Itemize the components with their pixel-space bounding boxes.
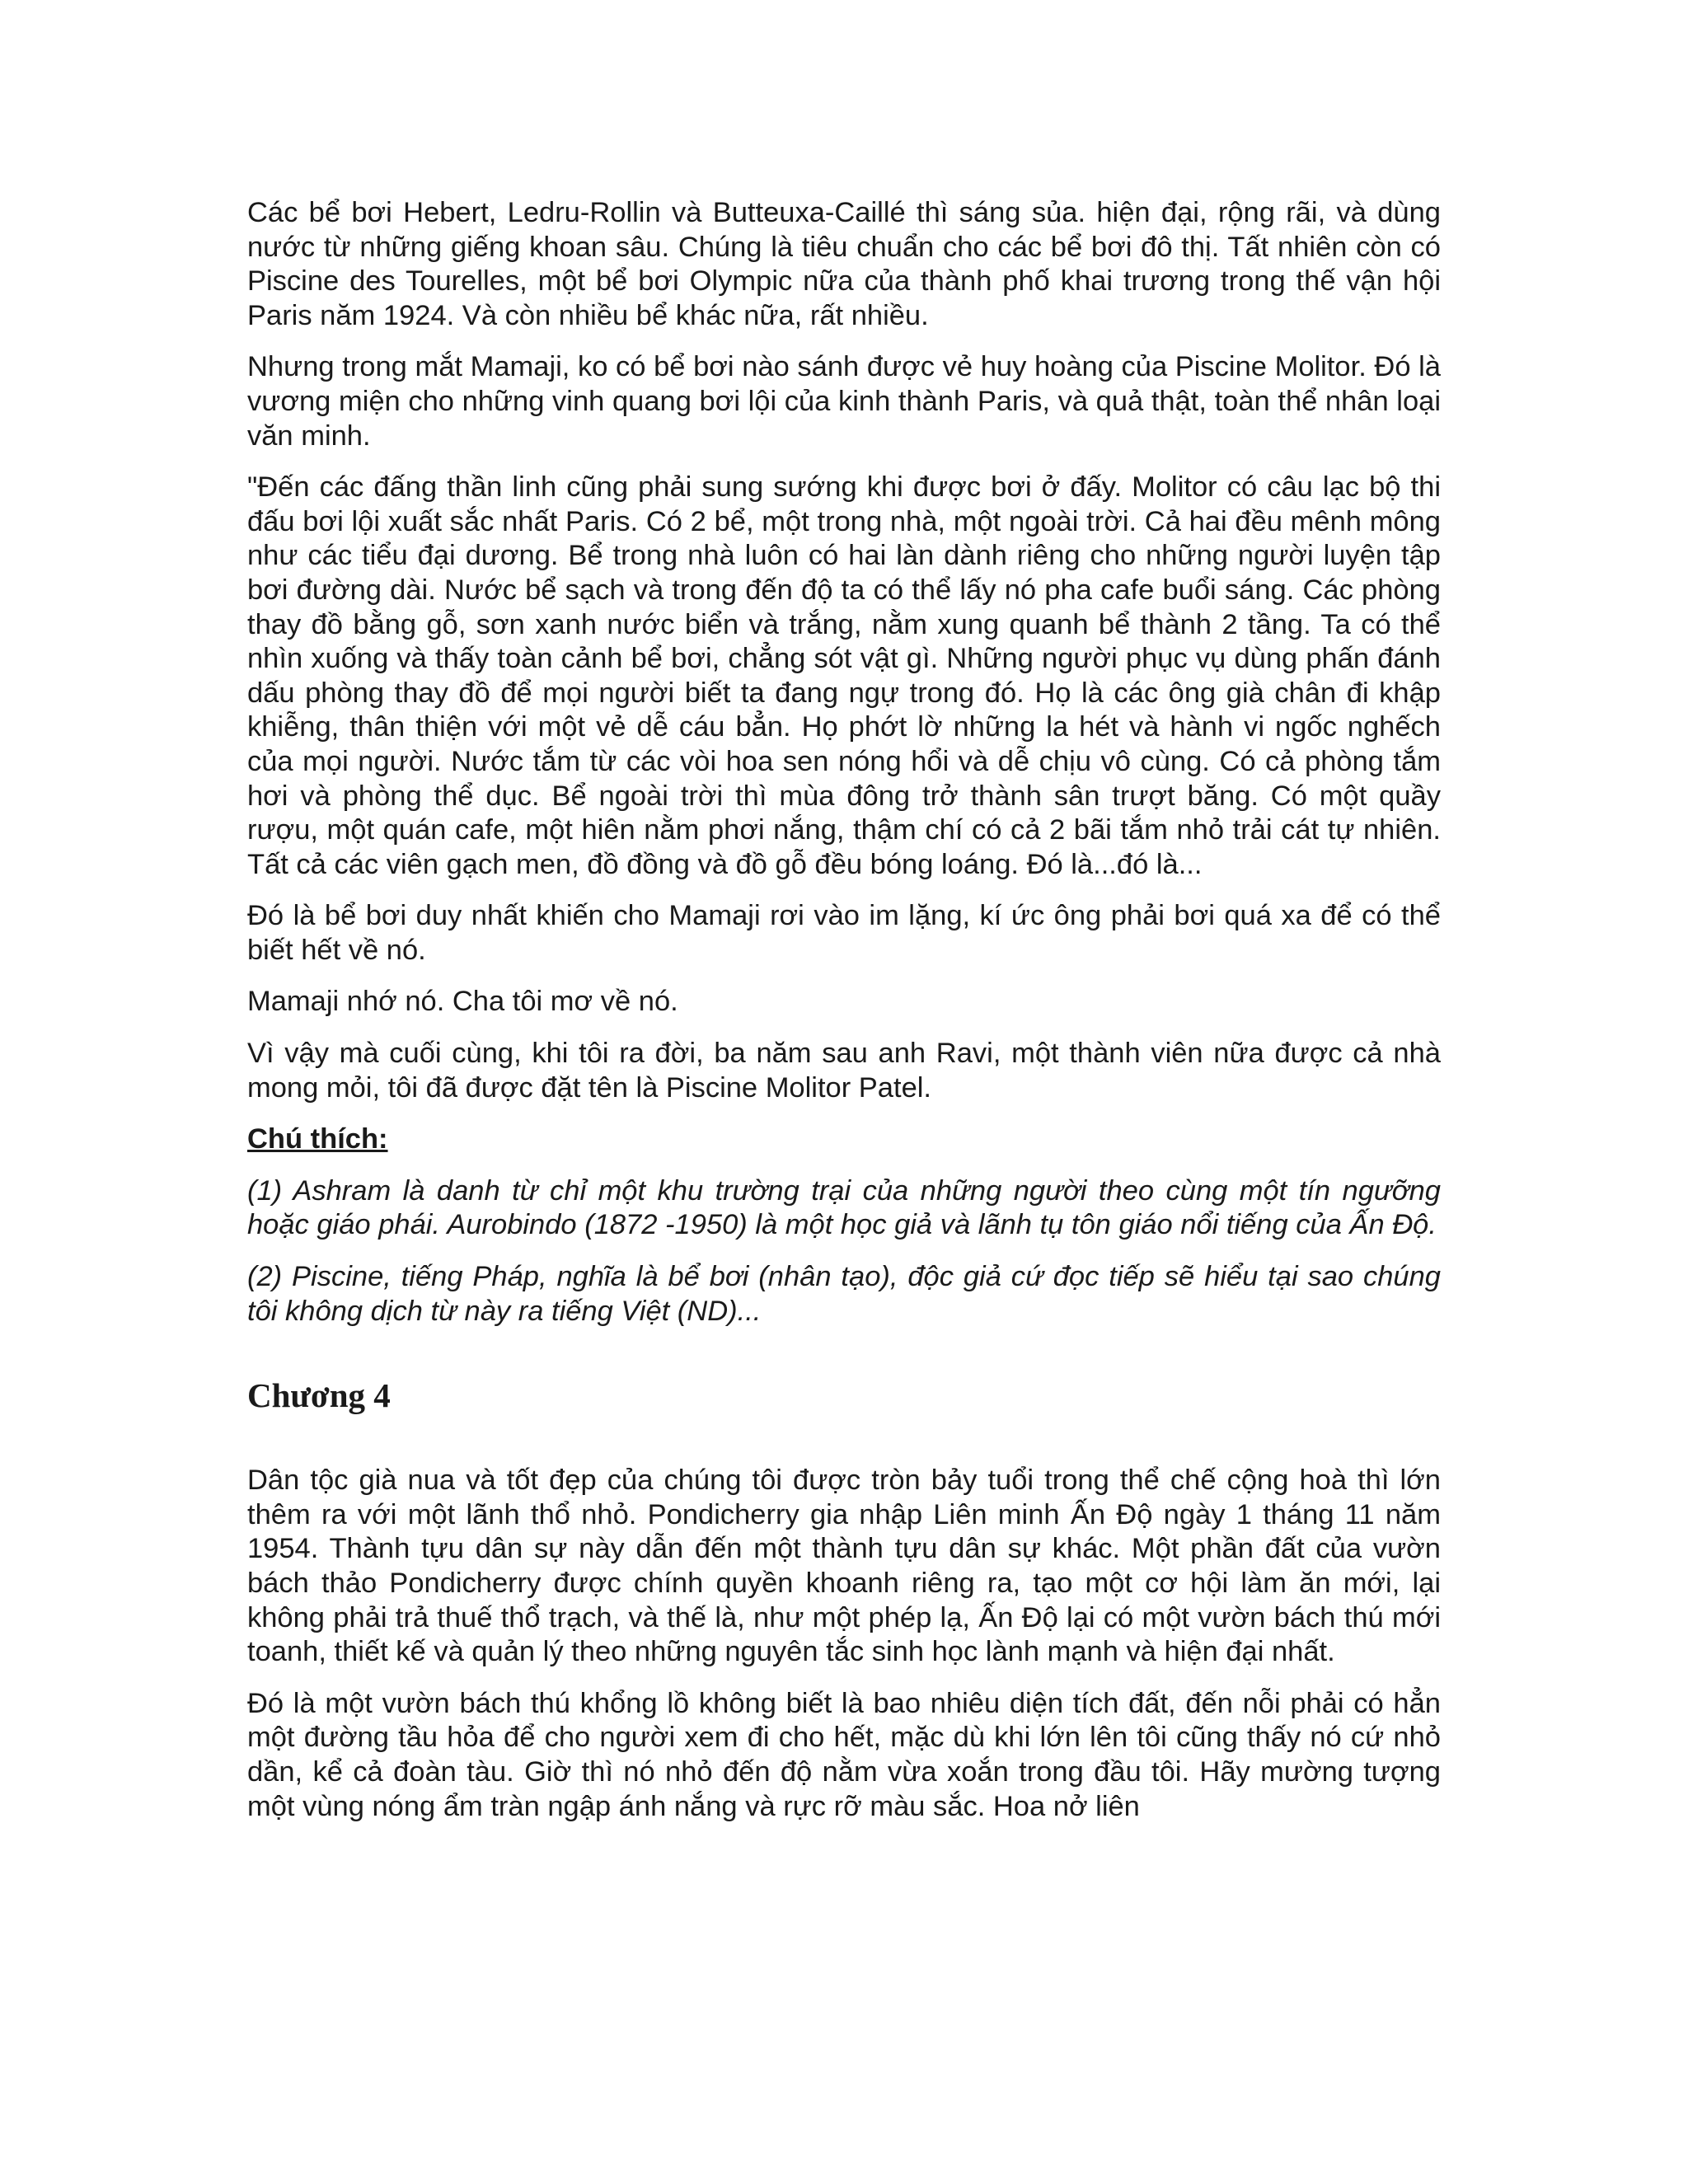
chapter-title: Chương 4 — [247, 1376, 391, 1415]
paragraph-silence: Đó là bể bơi duy nhất khiến cho Mamaji rơi vào im lặng, kí ức ông phải bơi quá xa để có thể biết hết về nó. — [247, 900, 1441, 966]
paragraph-mamaji-molitor: Nhưng trong mắt Mamaji, ko có bể bơi nào sánh được vẻ huy hoàng của Piscine Molitor. Đó là vương miện cho những vinh quang bơi lội của kinh thành Paris, và quả thật, toàn thể nhân loại văn minh. — [247, 351, 1441, 452]
paragraph-naming: Vì vậy mà cuối cùng, khi tôi ra đời, ba năm sau anh Ravi, một thành viên nữa được cả nhà mong mỏi, tôi đã được đặt tên là Piscine Molitor Patel. — [247, 1038, 1441, 1104]
document-page — [247, 196, 1441, 1841]
paragraph-molitor-description: "Đến các đấng thần linh cũng phải sung sướng khi được bơi ở đấy. Molitor có câu lạc bộ thi đấu bơi lội xuất sắc nhất Paris. Có 2 bể, một trong nhà, một ngoài trời. Cả hai đều mênh mông như các tiểu đại dương. Bể trong nhà luôn có hai làn dành riêng cho những người luyện tập bơi đường dài. Nước bể sạch và trong đến độ ta có thể lấy nó pha cafe buổi sáng. Các phòng thay đồ bằng gỗ, sơn xanh nước biển và trắng, nằm xung quanh bể thành 2 tầng. Ta có thể nhìn xuống và thấy toàn cảnh bể bơi, chẳng sót vật gì. Những người phục vụ dùng phấn đánh dấu phòng thay đồ để mọi người biết ta đang ngự trong đó. Họ là các ông già chân đi khập khiễng, thân thiện với một vẻ dễ cáu bẳn. Họ phớt lờ những la hét và hành vi ngốc nghếch của mọi người. Nước tắm từ các vòi hoa sen nóng hổi và dễ chịu vô cùng. Có cả phòng tắm hơi và phòng thể dục. Bể ngoài trời thì mùa đông trở thành sân trượt băng. Có một quầy rượu, một quán cafe, một hiên nằm phơi nắng, thậm chí có cả 2 bãi tắm nhỏ trải cát tự nhiên. Tất cả các viên gạch men, đồ đồng và đồ gỗ đều bóng loáng. Đó là...đó là... — [247, 471, 1441, 880]
paragraph-zoo: Đó là một vườn bách thú khổng lồ không biết là bao nhiêu diện tích đất, đến nỗi phải có hẳn một đường tầu hỏa để cho người xem đi cho hết, mặc dù khi lớn lên tôi cũng thấy nó cứ nhỏ dần, kể cả đoàn tàu. Giờ thì nó nhỏ đến độ nằm vừa xoắn trong đầu tôi. Hãy mường tượng một vùng nóng ẩm tràn ngập ánh nắng và rực rỡ màu sắc. Hoa nở liên — [247, 1687, 1441, 1822]
footnote-2: (2) Piscine, tiếng Pháp, nghĩa là bể bơi (nhân tạo), độc giả cứ đọc tiếp sẽ hiểu tại sao chúng tôi không dịch từ này ra tiếng Việt (ND)... — [247, 1261, 1441, 1327]
paragraph-memory: Mamaji nhớ nó. Cha tôi mơ về nó. — [247, 986, 678, 1018]
paragraph-pools-list: Các bể bơi Hebert, Ledru-Rollin và Butteuxa-Caillé thì sáng sủa. hiện đại, rộng rãi, và dùng nước từ những giếng khoan sâu. Chúng là tiêu chuẩn cho các bể bơi đô thị. Tất nhiên còn có Piscine des Tourelles, một bể bơi Olympic nữa của thành phố khai trương trong thế vận hội Paris năm 1924. Và còn nhiều bể khác nữa, rất nhiều. — [247, 197, 1441, 331]
paragraph-pondicherry: Dân tộc già nua và tốt đẹp của chúng tôi được tròn bảy tuổi trong thể chế cộng hoà thì lớn thêm ra với một lãnh thổ nhỏ. Pondicherry gia nhập Liên minh Ấn Độ ngày 1 tháng 11 năm 1954. Thành tựu dân sự này dẫn đến một thành tựu dân sự khác. Một phần đất của vườn bách thảo Pondicherry được chính quyền khoanh riêng ra, tạo một cơ hội làm ăn mới, lại không phải trả thuế thổ trạch, và thế là, như một phép lạ, Ấn Độ lại có một vườn bách thú mới toanh, thiết kế và quản lý theo những nguyên tắc sinh học lành mạnh và hiện đại nhất. — [247, 1465, 1441, 1668]
notes-heading: Chú thích: — [247, 1123, 388, 1155]
footnote-1: (1) Ashram là danh từ chỉ một khu trường trại của những người theo cùng một tín ngưỡng hoặc giáo phái. Aurobindo (1872 -1950) là một học giả và lãnh tụ tôn giáo nổi tiếng của Ấn Độ. — [247, 1174, 1441, 1241]
